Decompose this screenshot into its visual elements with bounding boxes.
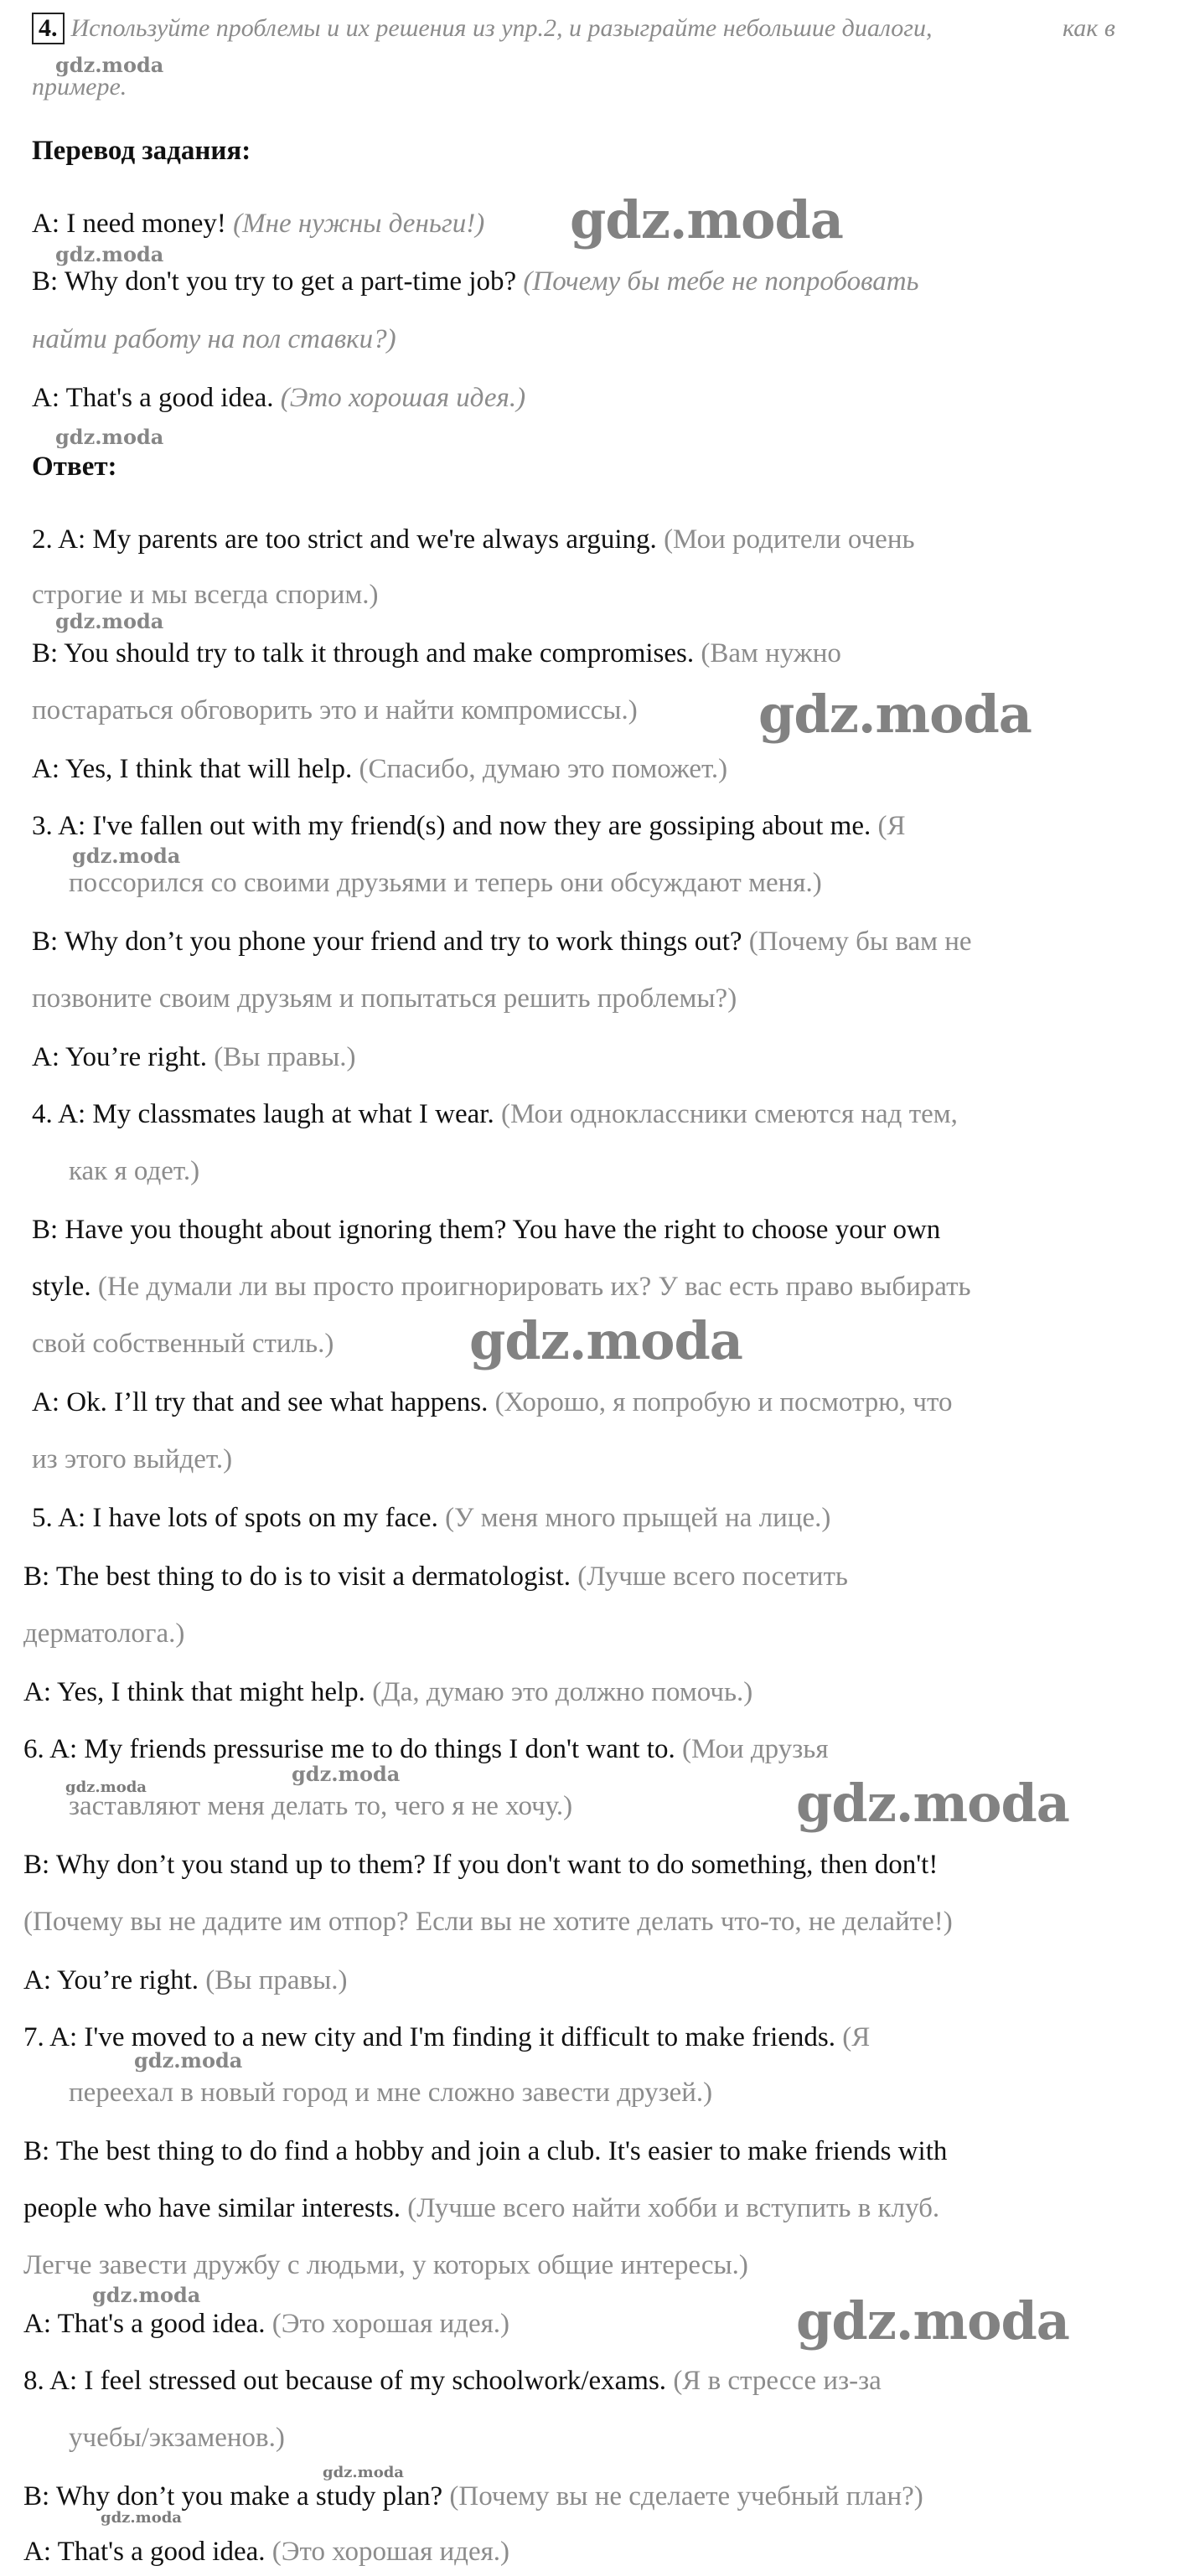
dialogue-line xyxy=(32,1040,356,1074)
line-en: 4. A: My classmates laugh at what I wear. xyxy=(32,1099,494,1129)
dialogue-line xyxy=(32,809,905,843)
line-en: A: Ok. I’ll try that and see what happens. xyxy=(32,1387,489,1417)
line-ru: как я одет.) xyxy=(69,1156,200,1186)
line-en: B: The best thing to do find a hobby and join a club. It's easier to make friends with xyxy=(23,2136,948,2166)
line-en: people who have similar interests. xyxy=(23,2193,401,2223)
line-ru: (Вы правы.) xyxy=(214,1042,356,1072)
watermark-large: gdz.moda xyxy=(758,684,1032,745)
watermark-tiny: gdz.moda xyxy=(323,2464,404,2481)
translation-heading: Перевод задания: xyxy=(32,136,251,166)
watermark-small: gdz.moda xyxy=(134,2048,243,2073)
dialogue-line xyxy=(23,2364,882,2398)
example-b-en: B: Why don't you try to get a part-time job? xyxy=(32,266,517,297)
line-en: 3. A: I've fallen out with my friend(s) and now they are gossiping about me. xyxy=(32,811,871,841)
watermark-large: gdz.moda xyxy=(469,1310,742,1371)
watermark-small: gdz.moda xyxy=(55,609,164,633)
line-ru: (Хорошо, я попробую и посмотрю, что xyxy=(494,1387,953,1417)
line-en: A: That's a good idea. xyxy=(23,2537,266,2567)
line-ru: строгие и мы всегда спорим.) xyxy=(32,580,379,610)
dialogue-line xyxy=(32,523,915,556)
line-ru: (Лучше всего найти хобби и вступить в клуб. xyxy=(407,2193,940,2223)
line-ru: (Вы правы.) xyxy=(205,1965,348,1995)
watermark-tiny: gdz.moda xyxy=(101,2509,182,2527)
line-en: 6. A: My friends pressurise me to do things I don't want to. xyxy=(23,1734,675,1764)
dialogue-line xyxy=(23,1675,752,1709)
answer-heading: Ответ: xyxy=(32,452,117,482)
task-instruction-line2: примере. xyxy=(32,73,127,101)
example-line-c xyxy=(32,381,525,415)
example-b-ru-2: найти работу на пол ставки?) xyxy=(32,324,396,354)
line-en: 7. A: I've moved to a new city and I'm finding it difficult to make friends. xyxy=(23,2022,835,2052)
example-c-en: A: That's a good idea. xyxy=(32,383,274,413)
watermark-large: gdz.moda xyxy=(796,2290,1069,2351)
line-ru: Легче завести дружбу с людьми, у которых общие интересы.) xyxy=(23,2250,748,2280)
line-en: 2. A: My parents are too strict and we're always arguing. xyxy=(32,524,657,555)
line-ru: (Вам нужно xyxy=(701,638,841,669)
dialogue-line xyxy=(32,1501,830,1535)
line-ru: переехал в новый город и мне сложно завести друзей.) xyxy=(69,2078,713,2108)
line-ru: (Не думали ли вы просто проигнорировать их? У вас есть право выбирать xyxy=(97,1272,971,1302)
line-ru: учебы/экзаменов.) xyxy=(69,2423,285,2453)
dialogue-line xyxy=(32,1097,958,1131)
line-ru: (У меня много прыщей на лице.) xyxy=(445,1503,831,1533)
line-ru: (Я в стрессе из-за xyxy=(673,2366,882,2396)
line-ru: (Мои одноклассники смеются над тем, xyxy=(500,1099,958,1129)
line-ru: дерматолога.) xyxy=(23,1618,185,1649)
line-en: B: Why don’t you stand up to them? If you don't want to do something, then don't! xyxy=(23,1850,939,1880)
dialogue-line xyxy=(23,1732,829,1766)
line-en: 8. A: I feel stressed out because of my schoolwork/exams. xyxy=(23,2366,667,2396)
line-en: A: Yes, I think that will help. xyxy=(32,754,353,784)
line-ru: (Это хорошая идея.) xyxy=(271,2309,510,2339)
line-ru: свой собственный стиль.) xyxy=(32,1329,334,1359)
line-en: B: Have you thought about ignoring them? You have the right to choose your own xyxy=(32,1215,941,1245)
line-en: B: You should try to talk it through and make compromises. xyxy=(32,638,695,669)
line-ru: (Это хорошая идея.) xyxy=(271,2537,510,2567)
line-ru: (Почему вы не дадите им отпор? Если вы не хотите делать что-то, не делайте!) xyxy=(23,1907,953,1937)
watermark-small: gdz.moda xyxy=(55,53,164,77)
line-ru: поссорился со своими друзьями и теперь они обсуждают меня.) xyxy=(69,868,822,898)
example-line-b xyxy=(32,265,919,298)
line-ru: (Лучше всего посетить xyxy=(577,1562,848,1592)
line-ru: (Я xyxy=(842,2022,871,2052)
line-en: A: You’re right. xyxy=(32,1042,208,1072)
line-ru: (Почему бы вам не xyxy=(748,927,972,957)
watermark-tiny: gdz.moda xyxy=(65,1778,147,1796)
line-en: A: That's a good idea. xyxy=(23,2309,266,2339)
line-en: B: Why don’t you make a study plan? xyxy=(23,2481,443,2511)
dialogue-line xyxy=(32,752,727,786)
line-ru: позвоните своим друзьям и попытаться решить проблемы?) xyxy=(32,983,737,1014)
watermark-small: gdz.moda xyxy=(292,1762,401,1786)
line-ru: (Мои родители очень xyxy=(664,524,915,555)
line-ru: заставляют меня делать то, чего я не хочу.) xyxy=(69,1791,573,1821)
dialogue-line xyxy=(23,1560,848,1593)
example-c-ru: (Это хорошая идея.) xyxy=(280,383,526,413)
line-en: B: Why don’t you phone your friend and try to work things out? xyxy=(32,927,742,957)
watermark-small: gdz.moda xyxy=(92,2283,201,2307)
line-en: 5. A: I have lots of spots on my face. xyxy=(32,1503,438,1533)
dialogue-line xyxy=(32,637,841,670)
line-ru: (Я xyxy=(877,811,906,841)
dialogue-line xyxy=(32,925,972,958)
line-en: A: You’re right. xyxy=(23,1965,199,1995)
dialogue-line xyxy=(23,2480,923,2513)
line-en: style. xyxy=(32,1272,91,1302)
dialogue-line xyxy=(23,1964,348,1997)
watermark-small: gdz.moda xyxy=(55,242,164,266)
dialogue-line xyxy=(23,2307,509,2341)
line-ru: (Почему вы не сделаете учебный план?) xyxy=(449,2481,923,2511)
example-b-ru-1: (Почему бы тебе не попробовать xyxy=(523,266,919,297)
task-number: 4. xyxy=(32,13,65,44)
dialogue-line xyxy=(23,2535,509,2568)
task-instruction xyxy=(32,12,932,45)
line-ru: (Да, думаю это должно помочь.) xyxy=(372,1677,753,1707)
example-a-ru: (Мне нужны деньги!) xyxy=(233,209,485,239)
task-instruction-tail: как в xyxy=(1063,14,1115,42)
watermark-small: gdz.moda xyxy=(55,425,164,449)
line-en: A: Yes, I think that might help. xyxy=(23,1677,365,1707)
dialogue-line xyxy=(32,1386,953,1419)
line-ru: из этого выйдет.) xyxy=(32,1444,233,1474)
watermark-large: gdz.moda xyxy=(796,1773,1069,1834)
watermark-large: gdz.moda xyxy=(570,189,843,250)
example-line-a xyxy=(32,207,484,240)
line-ru: постараться обговорить это и найти компромиссы.) xyxy=(32,695,638,725)
example-a-en: A: I need money! xyxy=(32,209,226,239)
task-instruction-line1: Используйте проблемы и их решения из упр.2, и разыграйте небольшие диалоги, xyxy=(70,14,933,42)
dialogue-line xyxy=(32,1270,971,1303)
line-en: B: The best thing to do is to visit a dermatologist. xyxy=(23,1562,571,1592)
dialogue-line xyxy=(23,2191,939,2225)
watermark-small: gdz.moda xyxy=(72,844,181,868)
line-ru: (Спасибо, думаю это поможет.) xyxy=(359,754,728,784)
line-ru: (Мои друзья xyxy=(681,1734,829,1764)
